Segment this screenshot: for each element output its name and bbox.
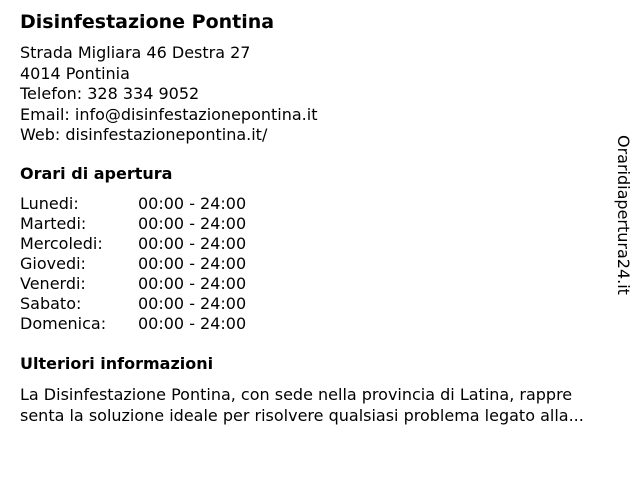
hours-time: 00:00 - 24:00 — [138, 274, 247, 293]
hours-row — [20, 194, 280, 214]
business-description — [20, 384, 632, 426]
web-label: Web: — [20, 125, 66, 144]
business-name: Disinfestazione Pontina — [20, 11, 275, 33]
info-heading: Ulteriori informazioni — [20, 354, 214, 373]
address-street: Strada Migliara 46 Destra 27 — [20, 43, 251, 62]
email-label: Email: — [20, 104, 75, 124]
hours-time: 00:00 - 24:00 — [138, 234, 247, 253]
description-line: senta la soluzione ideale per risolvere qualsiasi problema legato alla... — [20, 406, 584, 425]
address-city: 4014 Pontinia — [20, 63, 130, 83]
site-brand-label[interactable]: Oraridiapertura24.it — [614, 135, 633, 295]
hours-day: Martedi: — [20, 214, 87, 233]
email-line — [20, 105, 317, 126]
web-link[interactable]: disinfestazionepontina.it/ — [65, 125, 268, 144]
hours-heading: Orari di apertura — [20, 164, 173, 183]
hours-day: Giovedi: — [20, 254, 86, 273]
hours-time: 00:00 - 24:00 — [138, 214, 247, 233]
web-line — [20, 125, 317, 146]
hours-row — [20, 294, 280, 314]
phone-line: Telefon: 328 334 9052 — [20, 84, 200, 103]
hours-row — [20, 314, 280, 334]
email-link[interactable]: info@disinfestazionepontina.it — [74, 104, 318, 124]
hours-day: Lunedi: — [20, 194, 79, 213]
contact-block — [20, 43, 317, 146]
hours-day: Mercoledi: — [20, 234, 103, 253]
hours-row — [20, 214, 280, 234]
hours-row — [20, 254, 280, 274]
hours-time: 00:00 - 24:00 — [138, 194, 247, 213]
hours-table — [20, 194, 280, 334]
hours-day: Sabato: — [20, 294, 82, 313]
hours-day: Domenica: — [20, 314, 107, 333]
hours-row — [20, 274, 280, 294]
description-line: La Disinfestazione Pontina, con sede nella provincia di Latina, rappre — [20, 385, 573, 404]
hours-time: 00:00 - 24:00 — [138, 254, 247, 273]
hours-row — [20, 234, 280, 254]
hours-day: Venerdi: — [20, 274, 86, 293]
hours-time: 00:00 - 24:00 — [138, 294, 247, 313]
hours-time: 00:00 - 24:00 — [138, 314, 247, 333]
